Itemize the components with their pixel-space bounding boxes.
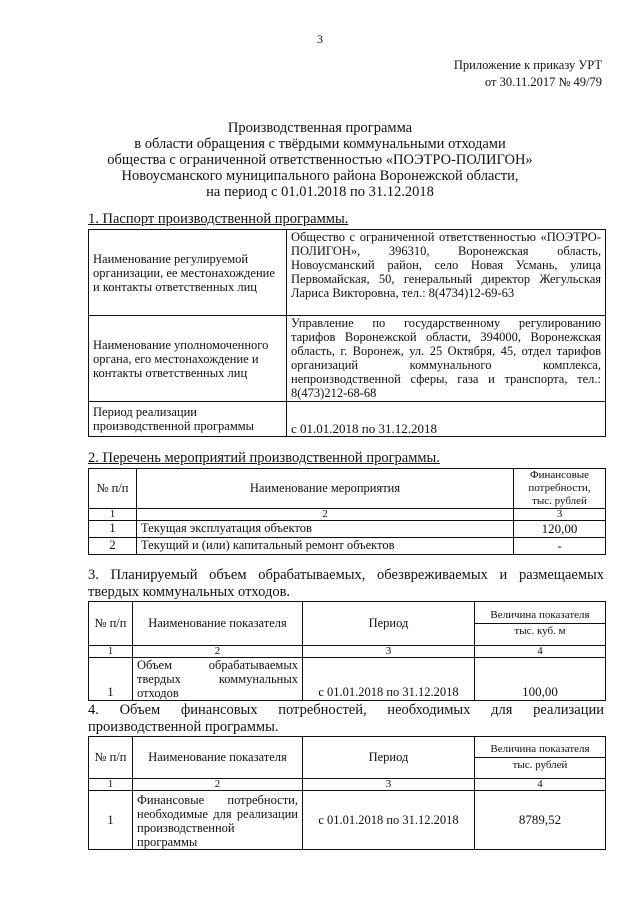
section-4-heading-line-2: производственной программы. [88, 719, 279, 735]
passport-label: Период реализации производственной программы [89, 402, 287, 437]
title-line-3: общества с ограниченной ответственностью «ПОЭТРО-ПОЛИГОН» [107, 152, 533, 168]
row-num: 1 [89, 791, 133, 850]
row-name: Объем обрабатываемых твердых коммунальных отходов [133, 658, 303, 701]
activities-table [88, 468, 606, 555]
row-num: 1 [89, 521, 137, 538]
header-period: Период [303, 737, 475, 779]
index-row [89, 509, 606, 521]
appendix-line-2: от 30.11.2017 № 49/79 [484, 75, 602, 89]
section-3-heading [88, 567, 604, 601]
index-cell: 3 [303, 646, 475, 658]
table-row [89, 316, 606, 402]
section-3-heading-line-1: 3. Планируемый объем обрабатываемых, обезвреживаемых и размещаемых [88, 567, 604, 583]
row-value: 120,00 [514, 521, 606, 538]
title-line-5: на период с 01.01.2018 по 31.12.2018 [206, 184, 434, 200]
index-cell: 3 [303, 779, 475, 791]
row-value: - [514, 538, 606, 555]
index-cell: 2 [133, 646, 303, 658]
section-3-heading-line-2: твердых коммунальных отходов. [88, 584, 291, 600]
row-name: Текущая эксплуатация объектов [137, 521, 514, 538]
row-name: Финансовые потребности, необходимые для реализации производственной программы [133, 791, 303, 850]
index-row [89, 779, 606, 791]
index-cell: 3 [514, 509, 606, 521]
section-4-heading [88, 702, 604, 736]
row-num: 2 [89, 538, 137, 555]
section-1-heading: 1. Паспорт производственной программы. [88, 211, 349, 227]
index-row [89, 646, 606, 658]
row-name: Текущий и (или) капитальный ремонт объектов [137, 538, 514, 555]
appendix-reference [454, 57, 602, 91]
table-row [89, 658, 606, 701]
index-cell: 2 [133, 779, 303, 791]
document-title [60, 120, 580, 200]
index-cell: 2 [137, 509, 514, 521]
table-row [89, 521, 606, 538]
header-num: № п/п [89, 469, 137, 509]
index-cell: 4 [475, 779, 606, 791]
header-finance: Финансовые потребности, тыс. рублей [514, 469, 606, 509]
header-name: Наименование мероприятия [137, 469, 514, 509]
header-unit: тыс. куб. м [475, 623, 605, 638]
header-name: Наименование показателя [133, 737, 303, 779]
title-line-1: Производственная программа [227, 120, 413, 136]
table-header-row [89, 602, 606, 646]
passport-label: Наименование уполномоченного органа, его местонахождение и контакты ответственных лиц [89, 316, 287, 402]
table-row [89, 230, 606, 316]
index-cell: 1 [89, 509, 137, 521]
table-header-row [89, 737, 606, 779]
table-row [89, 791, 606, 850]
index-cell: 1 [89, 779, 133, 791]
passport-table [88, 229, 606, 437]
header-num: № п/п [89, 602, 133, 646]
header-name: Наименование показателя [133, 602, 303, 646]
header-value [475, 602, 606, 646]
table-row [89, 538, 606, 555]
header-unit: тыс. рублей [475, 757, 605, 772]
passport-value: с 01.01.2018 по 31.12.2018 [287, 402, 606, 437]
row-num: 1 [89, 658, 133, 701]
row-value: 8789,52 [475, 791, 606, 850]
header-num: № п/п [89, 737, 133, 779]
header-value-label: Величина показателя [490, 609, 590, 621]
title-line-4: Новоусманского муниципального района Воронежской области, [121, 168, 519, 184]
section-2-heading: 2. Перечень мероприятий производственной программы. [88, 450, 440, 466]
header-period: Период [303, 602, 475, 646]
row-period: с 01.01.2018 по 31.12.2018 [303, 791, 475, 850]
financing-table [88, 736, 606, 850]
table-header-row [89, 469, 606, 509]
index-cell: 1 [89, 646, 133, 658]
volume-table [88, 601, 606, 701]
table-row [89, 402, 606, 437]
passport-value: Общество с ограниченной ответственностью «ПОЭТРО-ПОЛИГОН», 396310, Воронежская область, Новоусманский район, село Новая Усмань, улица Первомайская, 50, генеральный директор Жегульская Лариса Викторовна, тел.: 8(4734)12-69-63 [287, 230, 606, 316]
row-value: 100,00 [475, 658, 606, 701]
section-4-heading-line-1: 4. Объем финансовых потребностей, необходимых для реализации [88, 702, 604, 718]
index-cell: 4 [475, 646, 606, 658]
header-value [475, 737, 606, 779]
page-number: 3 [317, 32, 323, 46]
passport-value: Управление по государственному регулированию тарифов Воронежской области, 394000, Воронежская область, г. Воронеж, ул. 25 Октября, 45, отдел тарифов организаций коммунального комплекса, непроизводственной сферы, газа и транспорта, тел.: 8(473)212-68-68 [287, 316, 606, 402]
row-period: с 01.01.2018 по 31.12.2018 [303, 658, 475, 701]
passport-label: Наименование регулируемой организации, ее местонахождение и контакты ответственных лиц [89, 230, 287, 316]
appendix-line-1: Приложение к приказу УРТ [453, 58, 602, 72]
header-value-label: Величина показателя [490, 743, 590, 755]
title-line-2: в области обращения с твёрдыми коммунальными отходами [134, 136, 506, 152]
